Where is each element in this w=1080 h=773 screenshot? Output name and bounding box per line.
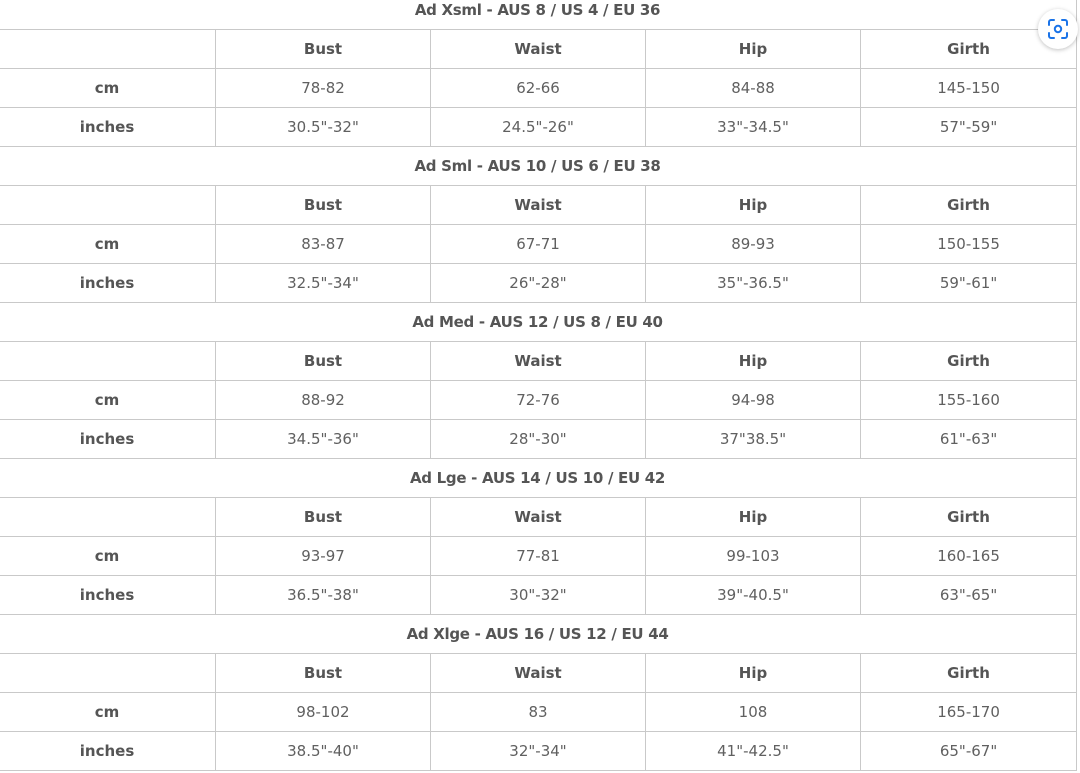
empty-corner-cell — [0, 342, 216, 381]
column-header-girth: Girth — [861, 654, 1077, 693]
table-row — [0, 693, 1077, 732]
column-header-hip: Hip — [646, 654, 861, 693]
measurement-cell: 93-97 — [216, 537, 431, 576]
measurement-cell: 72-76 — [431, 381, 646, 420]
measurement-cell: 39"-40.5" — [646, 576, 861, 615]
column-header-hip: Hip — [646, 30, 861, 69]
measurement-cell: 83 — [431, 693, 646, 732]
table-row — [0, 732, 1077, 771]
measurement-cell: 155-160 — [861, 381, 1077, 420]
measurement-cell: 160-165 — [861, 537, 1077, 576]
measurement-cell: 59"-61" — [861, 264, 1077, 303]
measurement-cell: 89-93 — [646, 225, 861, 264]
column-header-waist: Waist — [431, 30, 646, 69]
section-title-row — [0, 459, 1077, 498]
measurement-cell: 30.5"-32" — [216, 108, 431, 147]
measurement-cell: 77-81 — [431, 537, 646, 576]
column-header-girth: Girth — [861, 498, 1077, 537]
table-row — [0, 537, 1077, 576]
section-title: Ad Sml - AUS 10 / US 6 / EU 38 — [0, 147, 1077, 186]
measurement-cell: 32.5"-34" — [216, 264, 431, 303]
table-row — [0, 69, 1077, 108]
column-header-bust: Bust — [216, 498, 431, 537]
measurement-cell: 32"-34" — [431, 732, 646, 771]
column-header-girth: Girth — [861, 186, 1077, 225]
section-title: Ad Xlge - AUS 16 / US 12 / EU 44 — [0, 615, 1077, 654]
column-header-bust: Bust — [216, 342, 431, 381]
column-header-hip: Hip — [646, 498, 861, 537]
column-header-bust: Bust — [216, 30, 431, 69]
unit-label: inches — [0, 420, 216, 459]
column-header-waist: Waist — [431, 498, 646, 537]
measurement-cell: 67-71 — [431, 225, 646, 264]
measurement-cell: 84-88 — [646, 69, 861, 108]
table-row — [0, 225, 1077, 264]
table-row — [0, 108, 1077, 147]
unit-label: cm — [0, 381, 216, 420]
section-title-row — [0, 303, 1077, 342]
column-header-waist: Waist — [431, 654, 646, 693]
column-header-hip: Hip — [646, 186, 861, 225]
measurement-cell: 99-103 — [646, 537, 861, 576]
column-header-bust: Bust — [216, 186, 431, 225]
section-title: Ad Lge - AUS 14 / US 10 / EU 42 — [0, 459, 1077, 498]
unit-label: inches — [0, 732, 216, 771]
table-row — [0, 381, 1077, 420]
unit-label: cm — [0, 69, 216, 108]
section-title: Ad Xsml - AUS 8 / US 4 / EU 36 — [0, 0, 1077, 30]
section-title-row — [0, 615, 1077, 654]
measurement-cell: 38.5"-40" — [216, 732, 431, 771]
measurement-cell: 65"-67" — [861, 732, 1077, 771]
measurement-cell: 63"-65" — [861, 576, 1077, 615]
empty-corner-cell — [0, 30, 216, 69]
measurement-cell: 35"-36.5" — [646, 264, 861, 303]
unit-label: cm — [0, 225, 216, 264]
google-lens-icon — [1046, 17, 1070, 41]
column-header-girth: Girth — [861, 30, 1077, 69]
measurement-cell: 37"38.5" — [646, 420, 861, 459]
measurement-cell: 165-170 — [861, 693, 1077, 732]
column-header-row — [0, 342, 1077, 381]
measurement-cell: 62-66 — [431, 69, 646, 108]
empty-corner-cell — [0, 498, 216, 537]
measurement-cell: 41"-42.5" — [646, 732, 861, 771]
table-row — [0, 420, 1077, 459]
measurement-cell: 94-98 — [646, 381, 861, 420]
measurement-cell: 61"-63" — [861, 420, 1077, 459]
column-header-girth: Girth — [861, 342, 1077, 381]
measurement-cell: 150-155 — [861, 225, 1077, 264]
empty-corner-cell — [0, 186, 216, 225]
section-title-row — [0, 147, 1077, 186]
column-header-waist: Waist — [431, 342, 646, 381]
unit-label: inches — [0, 264, 216, 303]
google-lens-button[interactable] — [1038, 9, 1078, 49]
section-title: Ad Med - AUS 12 / US 8 / EU 40 — [0, 303, 1077, 342]
unit-label: cm — [0, 693, 216, 732]
unit-label: inches — [0, 576, 216, 615]
measurement-cell: 108 — [646, 693, 861, 732]
measurement-cell: 24.5"-26" — [431, 108, 646, 147]
measurement-cell: 98-102 — [216, 693, 431, 732]
unit-label: cm — [0, 537, 216, 576]
column-header-hip: Hip — [646, 342, 861, 381]
measurement-cell: 30"-32" — [431, 576, 646, 615]
measurement-cell: 57"-59" — [861, 108, 1077, 147]
measurement-cell: 26"-28" — [431, 264, 646, 303]
column-header-waist: Waist — [431, 186, 646, 225]
empty-corner-cell — [0, 654, 216, 693]
column-header-row — [0, 30, 1077, 69]
table-row — [0, 576, 1077, 615]
column-header-row — [0, 186, 1077, 225]
measurement-cell: 83-87 — [216, 225, 431, 264]
measurement-cell: 78-82 — [216, 69, 431, 108]
column-header-bust: Bust — [216, 654, 431, 693]
measurement-cell: 88-92 — [216, 381, 431, 420]
measurement-cell: 36.5"-38" — [216, 576, 431, 615]
column-header-row — [0, 654, 1077, 693]
measurement-cell: 33"-34.5" — [646, 108, 861, 147]
measurement-cell: 28"-30" — [431, 420, 646, 459]
column-header-row — [0, 498, 1077, 537]
section-title-row — [0, 0, 1077, 30]
unit-label: inches — [0, 108, 216, 147]
table-row — [0, 264, 1077, 303]
measurement-cell: 34.5"-36" — [216, 420, 431, 459]
measurement-cell: 145-150 — [861, 69, 1077, 108]
